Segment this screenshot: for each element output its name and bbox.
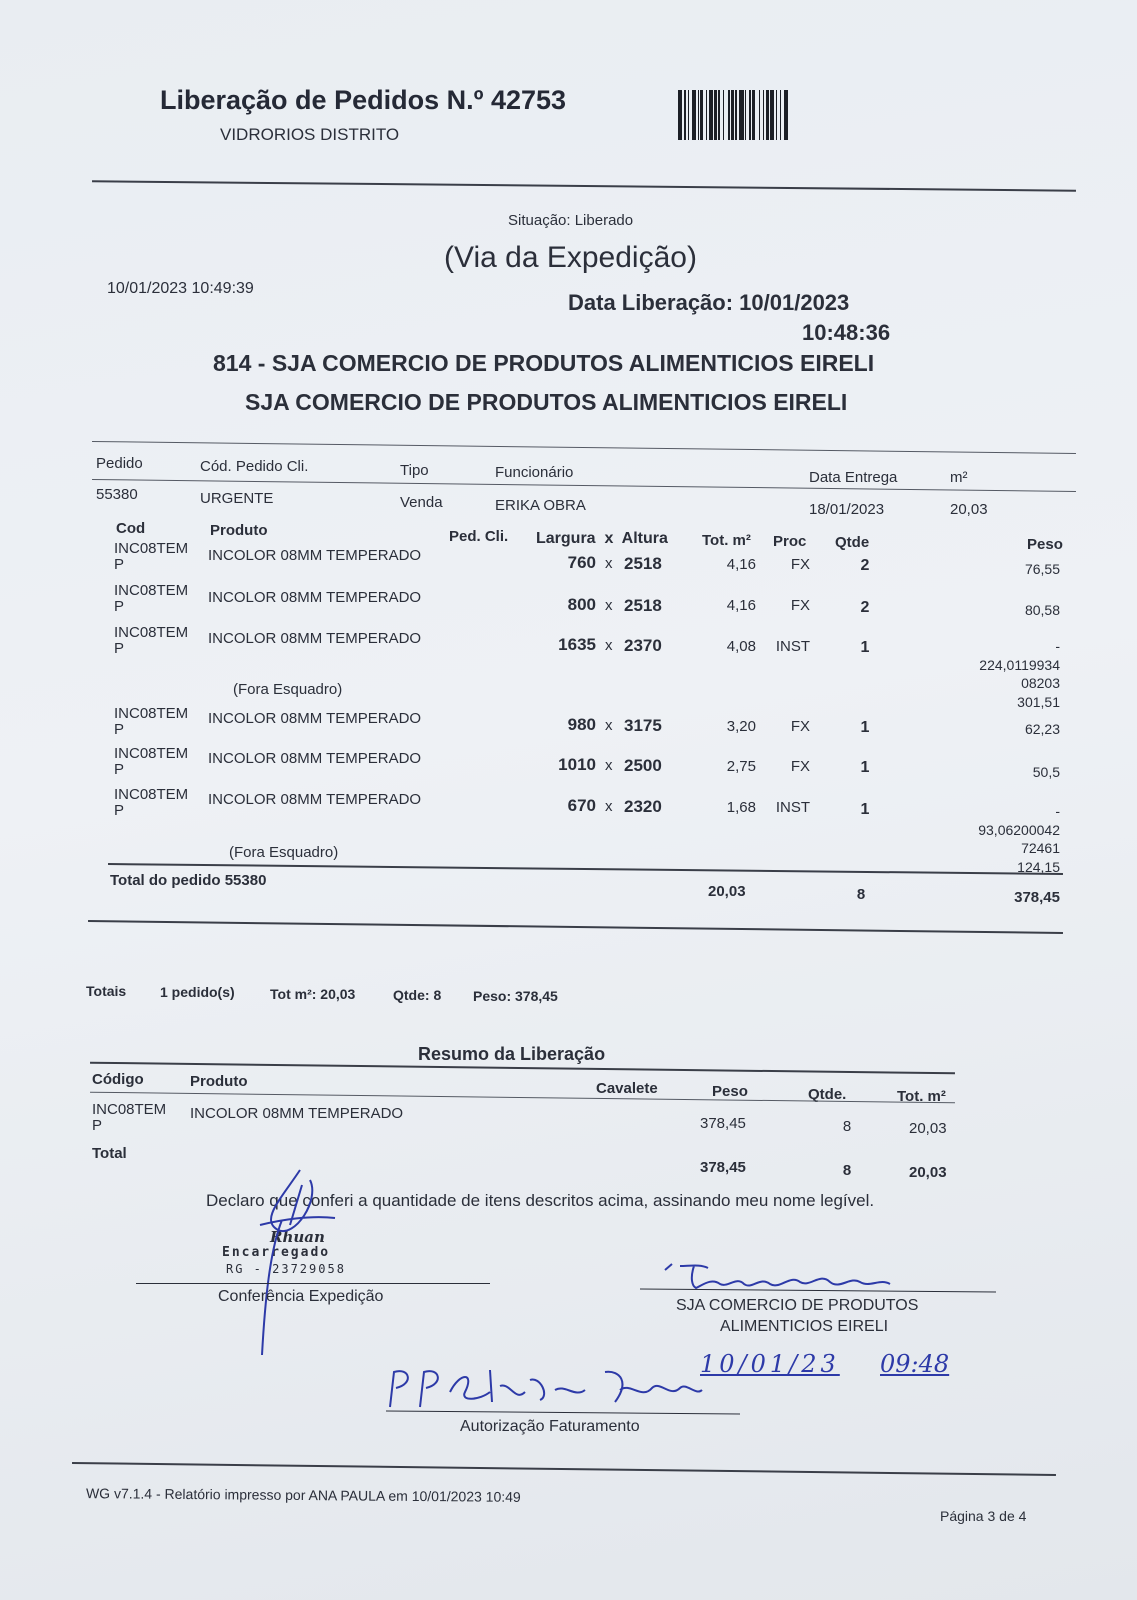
item-proc: FX	[790, 718, 810, 735]
item-qtde: 1	[860, 719, 870, 736]
item-altura: 2518	[624, 554, 662, 573]
resumo-row-qtde: 8	[842, 1118, 852, 1135]
item-altura: 2518	[624, 596, 662, 615]
item-peso-dash: -	[1055, 803, 1060, 819]
document-title: Liberação de Pedidos N.º 42753	[160, 85, 567, 115]
resumo-title: Resumo da Liberação	[418, 1044, 606, 1064]
item-proc: FX	[790, 758, 810, 775]
item-proc: FX	[790, 556, 810, 573]
item-largura: 980	[567, 715, 596, 734]
handwritten-signature-conferencia	[240, 1160, 360, 1365]
resumo-total-qtde: 8	[842, 1162, 852, 1179]
stamp-name: Rhuan	[270, 1228, 325, 1246]
col-qtde: Qtde	[835, 534, 870, 551]
item-peso: 76,55	[1024, 561, 1060, 577]
totals-qtde: Qtde: 8	[393, 987, 442, 1003]
situacao-label: Situação: Liberado	[508, 212, 634, 229]
item-peso-line-3: 301,51	[1017, 694, 1060, 710]
item-peso-dash: -	[1055, 638, 1060, 654]
item-qtde: 2	[860, 557, 870, 574]
footer-line	[72, 1462, 1056, 1476]
col-peso: Peso	[1027, 536, 1063, 553]
label-tipo: Tipo	[400, 462, 429, 479]
header-divider	[92, 180, 1076, 191]
item-x: x	[605, 597, 613, 614]
resumo-row-cod: INC08TEM	[92, 1101, 167, 1118]
item-largura: 760	[567, 553, 596, 572]
label-funcionario: Funcionário	[495, 464, 574, 481]
item-proc: INST	[775, 799, 810, 816]
item-tot-m2: 4,08	[726, 638, 756, 655]
item-tot-m2: 1,68	[726, 799, 756, 816]
value-cod-pedido-cli: URGENTE	[200, 490, 274, 507]
item-qtde: 1	[860, 801, 870, 818]
via-label: (Via da Expedição)	[444, 241, 697, 274]
totals-m2: Tot m²: 20,03	[270, 986, 356, 1002]
item-note: (Fora Esquadro)	[233, 681, 343, 698]
order-end-line	[88, 920, 1063, 934]
barcode	[678, 90, 854, 140]
item-peso-line-3: 124,15	[1017, 859, 1060, 875]
resumo-col-cavalete: Cavalete	[596, 1080, 658, 1097]
value-funcionario: ERIKA OBRA	[495, 497, 586, 514]
item-qtde: 1	[860, 639, 870, 656]
item-produto: INCOLOR 08MM TEMPERADO	[208, 630, 422, 647]
col-produto: Produto	[210, 522, 268, 539]
item-produto: INCOLOR 08MM TEMPERADO	[208, 750, 422, 767]
company-name: VIDRORIOS DISTRITO	[220, 125, 400, 144]
item-tot-m2: 3,20	[726, 718, 756, 735]
item-cod: INC08TEM	[114, 745, 189, 762]
item-cod: INC08TEM	[114, 786, 189, 803]
client-name-line-2: SJA COMERCIO DE PRODUTOS ALIMENTICIOS EIRELI	[245, 389, 848, 415]
item-cod-suffix: P	[114, 640, 125, 657]
resumo-col-tot-m2: Tot. m²	[897, 1088, 946, 1105]
footer-report-info: WG v7.1.4 - Relatório impresso por ANA PAULA em 10/01/2023 10:49	[85, 1485, 521, 1505]
resumo-col-produto: Produto	[190, 1073, 248, 1090]
item-largura: 800	[567, 595, 596, 614]
handwritten-time: 09:48	[880, 1350, 950, 1378]
item-proc: FX	[790, 597, 810, 614]
order-total-m2: 20,03	[708, 883, 746, 900]
stamp-role: Encarregado	[222, 1245, 331, 1260]
hora-liberacao: 10:48:36	[802, 320, 891, 345]
item-cod: INC08TEM	[114, 582, 189, 599]
order-total-label: Total do pedido 55380	[110, 872, 267, 889]
label-cod-pedido-cli: Cód. Pedido Cli.	[200, 458, 309, 475]
autorizacao-label: Autorização Faturamento	[460, 1418, 640, 1435]
col-tot-m2: Tot. m²	[702, 532, 751, 549]
resumo-col-codigo: Código	[92, 1071, 144, 1088]
item-altura: 2370	[624, 636, 662, 655]
item-proc: INST	[775, 638, 810, 655]
item-cod: INC08TEM	[114, 705, 189, 722]
resumo-total-label: Total	[92, 1145, 127, 1162]
barcode-bar	[788, 90, 789, 140]
printed-datetime: 10/01/2023 10:49:39	[107, 280, 254, 297]
item-x: x	[605, 757, 613, 774]
item-largura: 670	[567, 796, 596, 815]
item-cod-suffix: P	[114, 802, 125, 819]
item-produto: INCOLOR 08MM TEMPERADO	[208, 710, 422, 727]
col-cod: Cod	[116, 520, 146, 537]
item-cod-suffix: P	[114, 598, 125, 615]
resumo-total-peso: 378,45	[700, 1159, 746, 1176]
item-produto: INCOLOR 08MM TEMPERADO	[208, 547, 422, 564]
item-peso-line-1: 93,06200042	[978, 822, 1060, 838]
signature-line-conferencia	[136, 1283, 490, 1284]
item-largura: 1635	[558, 635, 596, 654]
value-m2: 20,03	[950, 501, 988, 518]
client-name-line-1: 814 - SJA COMERCIO DE PRODUTOS ALIMENTICIOS EIRELI	[213, 350, 875, 376]
order-header-top-line	[92, 441, 1076, 454]
item-tot-m2: 4,16	[726, 556, 756, 573]
item-peso-line-2: 72461	[1021, 840, 1060, 856]
item-tot-m2: 2,75	[726, 758, 756, 775]
declaration-text: Declaro que conferi a quantidade de itens descritos acima, assinando meu nome legível.	[206, 1191, 875, 1210]
item-altura: 2500	[624, 756, 662, 775]
item-peso: 80,58	[1024, 602, 1060, 618]
value-tipo: Venda	[400, 494, 443, 511]
value-data-entrega: 18/01/2023	[809, 501, 885, 518]
item-produto: INCOLOR 08MM TEMPERADO	[208, 791, 422, 808]
item-x: x	[605, 717, 613, 734]
item-qtde: 2	[860, 599, 870, 616]
label-m2: m²	[950, 469, 968, 486]
footer-page-number: Página 3 de 4	[940, 1508, 1027, 1524]
item-cod-suffix: P	[114, 556, 125, 573]
totals-peso: Peso: 378,45	[473, 988, 558, 1004]
resumo-total-tot-m2: 20,03	[909, 1164, 947, 1181]
item-produto: INCOLOR 08MM TEMPERADO	[208, 589, 422, 606]
handwritten-signature-autorizacao	[380, 1362, 710, 1417]
resumo-row-cod-suffix: P	[92, 1117, 103, 1134]
stamp-rg: RG - 23729058	[226, 1262, 346, 1276]
item-note: (Fora Esquadro)	[229, 844, 339, 861]
item-cod-suffix: P	[114, 761, 125, 778]
item-peso: 50,5	[1032, 764, 1060, 780]
item-qtde: 1	[860, 759, 870, 776]
item-x: x	[605, 555, 613, 572]
item-largura: 1010	[558, 755, 596, 774]
totals-pedidos: 1 pedido(s)	[160, 984, 235, 1000]
item-altura: 3175	[624, 716, 662, 735]
resumo-row-produto: INCOLOR 08MM TEMPERADO	[190, 1105, 404, 1122]
resumo-row-peso: 378,45	[700, 1115, 746, 1132]
item-cod: INC08TEM	[114, 624, 189, 641]
value-pedido: 55380	[96, 486, 138, 503]
client-signature-line-1: SJA COMERCIO DE PRODUTOS	[676, 1297, 919, 1314]
conferencia-label: Conferência Expedição	[218, 1288, 384, 1305]
label-data-entrega: Data Entrega	[809, 469, 898, 486]
data-liberacao: Data Liberação: 10/01/2023	[568, 290, 850, 315]
item-altura: 2320	[624, 797, 662, 816]
resumo-row-tot-m2: 20,03	[909, 1120, 947, 1137]
client-signature-line-2: ALIMENTICIOS EIRELI	[720, 1318, 889, 1335]
item-tot-m2: 4,16	[726, 597, 756, 614]
handwritten-date: 10/01/23	[700, 1350, 840, 1378]
totals-label: Totais	[86, 983, 127, 999]
item-peso: 62,23	[1024, 721, 1060, 737]
item-cod: INC08TEM	[114, 540, 189, 557]
resumo-col-peso: Peso	[712, 1083, 748, 1100]
item-cod-suffix: P	[114, 721, 125, 738]
label-pedido: Pedido	[96, 455, 143, 472]
item-x: x	[605, 637, 613, 654]
item-x: x	[605, 798, 613, 815]
order-total-peso: 378,45	[1014, 889, 1060, 906]
col-proc: Proc	[773, 533, 807, 550]
item-peso-line-1: 224,0119934	[979, 657, 1060, 673]
resumo-col-qtde: Qtde.	[808, 1086, 847, 1103]
item-peso-line-2: 08203	[1021, 675, 1060, 691]
col-ped-cli: Ped. Cli.	[449, 528, 509, 545]
order-total-qtde: 8	[856, 886, 866, 903]
col-largura-altura: Largura x Altura	[536, 530, 668, 547]
